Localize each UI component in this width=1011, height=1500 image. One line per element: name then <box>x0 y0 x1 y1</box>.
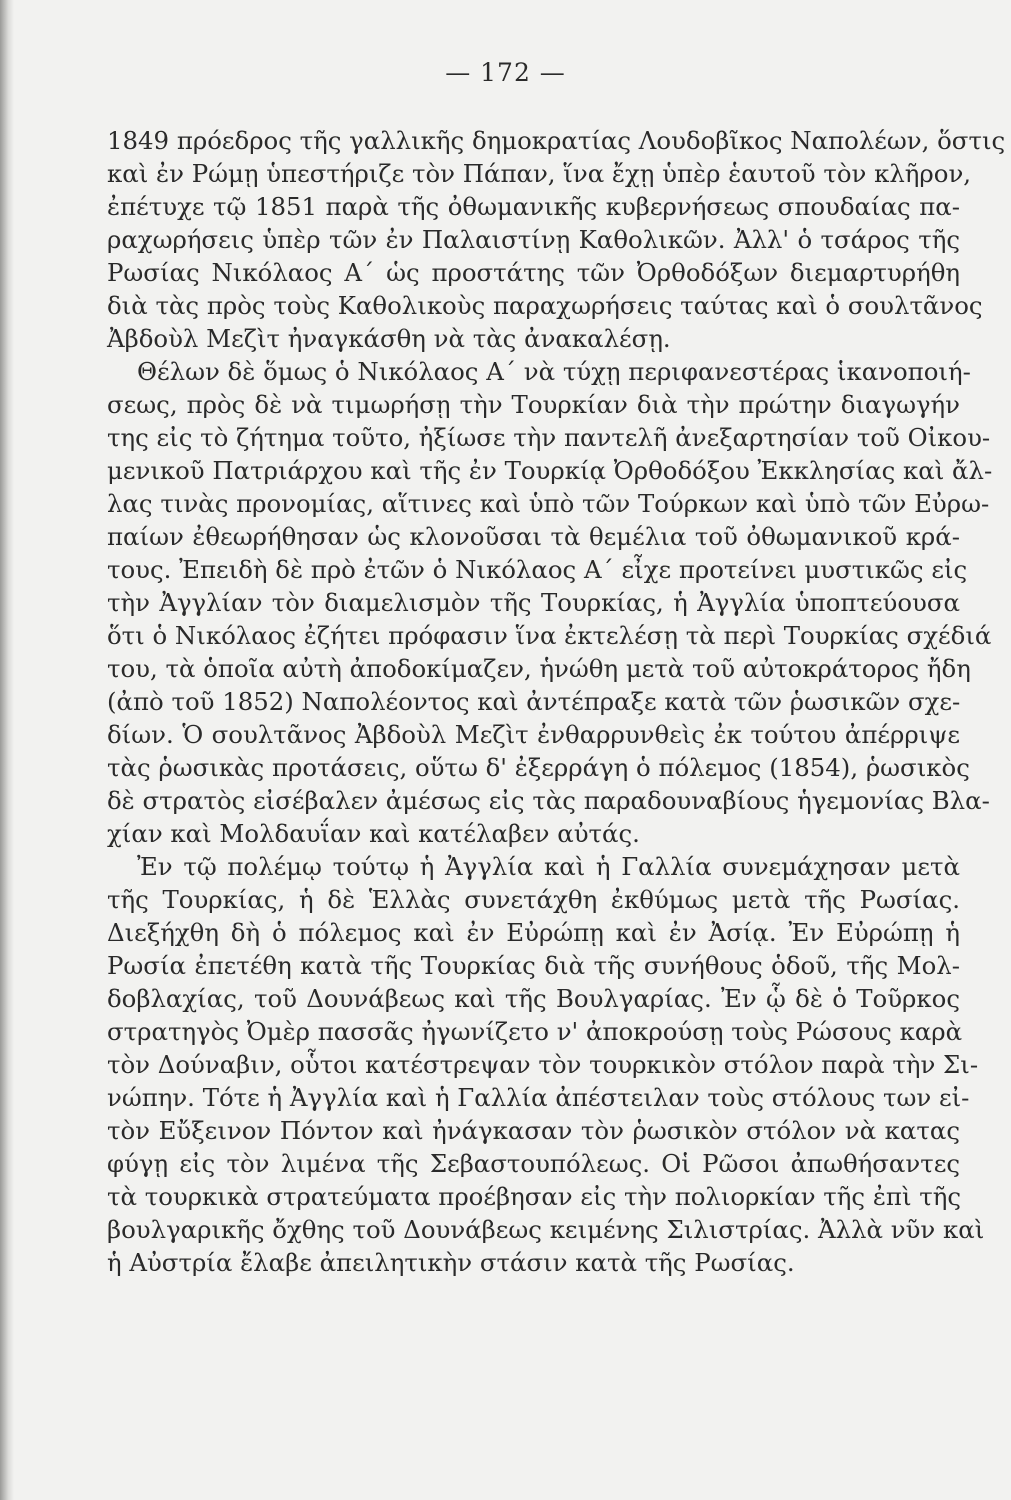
text-line: ἡ Αὐστρία ἔλαβε ἀπειλητικὴν στάσιν κατὰ τῆς Ρωσίας. <box>107 1248 795 1277</box>
text-line: του, τὰ ὁποῖα αὐτὴ ἀποδοκίμαζεν, ἡνώθη μετὰ τοῦ αὐτοκράτορος ἤδη <box>107 654 971 683</box>
text-line: ἐπέτυχε τῷ 1851 παρὰ τῆς ὀθωμανικῆς κυβερνήσεως σπουδαίας πα- <box>107 192 960 221</box>
text-line: μενικοῦ Πατριάρχου καὶ τῆς ἐν Τουρκίᾳ Ὀρθοδόξου Ἐκκλησίας καὶ ἄλ- <box>107 456 993 485</box>
page-binding-shadow <box>0 0 14 1500</box>
page-number: — 172 — <box>445 58 566 87</box>
text-line: φύγῃ εἰς τὸν λιμένα τῆς Σεβαστουπόλεως. Οἱ Ρῶσοι ἀπωθήσαντες <box>107 1149 960 1178</box>
text-line: Διεξήχθη δὴ ὁ πόλεμος καὶ ἐν Εὐρώπῃ καὶ ἐν Ἀσίᾳ. Ἐν Εὐρώπῃ ἡ <box>107 918 960 947</box>
text-line: χίαν καὶ Μολδαυΐαν καὶ κατέλαβεν αὐτάς. <box>107 819 640 848</box>
text-line: βουλγαρικῆς ὄχθης τοῦ Δουνάβεως κειμένης Σιλιστρίας. Ἀλλὰ νῦν καὶ <box>107 1215 985 1244</box>
text-line: 1849 πρόεδρος τῆς γαλλικῆς δημοκρατίας Λουδοβῖκος Ναπολέων, ὅστις <box>107 126 1006 155</box>
text-line: της εἰς τὸ ζήτημα τοῦτο, ἠξίωσε τὴν παντελῆ ἀνεξαρτησίαν τοῦ Οἰκου- <box>107 423 991 452</box>
text-line: σεως, πρὸς δὲ νὰ τιμωρήσῃ τὴν Τουρκίαν διὰ τὴν πρώτην διαγωγήν <box>107 390 960 419</box>
body-text <box>107 124 1006 1279</box>
text-line: δίων. Ὁ σουλτᾶνος Ἀβδοὺλ Μεζὶτ ἐνθαρρυνθεὶς ἐκ τούτου ἀπέρριψε <box>107 720 960 749</box>
text-line: καὶ ἐν Ρώμῃ ὑπεστήριζε τὸν Πάπαν, ἵνα ἔχῃ ὑπὲρ ἑαυτοῦ τὸν κλῆρον, <box>107 159 972 188</box>
text-line: τὴν Ἀγγλίαν τὸν διαμελισμὸν τῆς Τουρκίας, ἡ Ἀγγλία ὑποπτεύουσα <box>107 588 960 617</box>
text-line: δὲ στρατὸς εἰσέβαλεν ἀμέσως εἰς τὰς παραδουναβίους ἡγεμονίας Βλα- <box>107 786 990 815</box>
text-line: παίων ἐθεωρήθησαν ὡς κλονοῦσαι τὰ θεμέλια τοῦ ὀθωμανικοῦ κρά- <box>107 522 960 551</box>
text-line: τὸν Εὔξεινον Πόντον καὶ ἠνάγκασαν τὸν ῥωσικὸν στόλον νὰ κατας <box>107 1116 960 1145</box>
text-line: ραχωρήσεις ὑπὲρ τῶν ἐν Παλαιστίνῃ Καθολικῶν. Ἀλλ' ὁ τσάρος τῆς <box>107 225 960 254</box>
text-line: νώπην. Τότε ἡ Ἀγγλία καὶ ἡ Γαλλία ἀπέστειλαν τοὺς στόλους των εἰ- <box>107 1083 970 1112</box>
text-line: ὅτι ὁ Νικόλαος ἐζήτει πρόφασιν ἵνα ἐκτελέσῃ τὰ περὶ Τουρκίας σχέδιά <box>107 621 992 650</box>
text-line: Ἐν τῷ πολέμῳ τούτῳ ἡ Ἀγγλία καὶ ἡ Γαλλία συνεμάχησαν μετὰ <box>137 852 960 881</box>
text-line: τὰς ῥωσικὰς προτάσεις, οὕτω δ' ἐξερράγη ὁ πόλεμος (1854), ῥωσικὸς <box>107 753 970 782</box>
text-line: τὸν Δούναβιν, οὗτοι κατέστρεψαν τὸν τουρκικὸν στόλον παρὰ τὴν Σι- <box>107 1050 979 1079</box>
text-line: Ρωσίας Νικόλαος Α΄ ὡς προστάτης τῶν Ὀρθοδόξων διεμαρτυρήθη <box>107 258 960 287</box>
text-line: δοβλαχίας, τοῦ Δουνάβεως καὶ τῆς Βουλγαρίας. Ἐν ᾧ δὲ ὁ Τοῦρκος <box>107 984 960 1013</box>
text-line: (ἀπὸ τοῦ 1852) Ναπολέοντος καὶ ἀντέπραξε κατὰ τῶν ῥωσικῶν σχε- <box>107 687 961 716</box>
text-line: τους. Ἐπειδὴ δὲ πρὸ ἐτῶν ὁ Νικόλαος Α΄ εἶχε προτείνει μυστικῶς εἰς <box>107 555 968 584</box>
text-line: τὰ τουρκικὰ στρατεύματα προέβησαν εἰς τὴν πολιορκίαν τῆς ἐπὶ τῆς <box>107 1182 962 1211</box>
text-line: τῆς Τουρκίας, ἡ δὲ Ἑλλὰς συνετάχθη ἐκθύμως μετὰ τῆς Ρωσίας. <box>107 885 960 914</box>
text-line: Θέλων δὲ ὅμως ὁ Νικόλαος Α΄ νὰ τύχῃ περιφανεστέρας ἱκανοποιή- <box>137 357 971 386</box>
text-line: λας τινὰς προνομίας, αἵτινες καὶ ὑπὸ τῶν Τούρκων καὶ ὑπὸ τῶν Εὐρω- <box>107 489 990 518</box>
text-line: Ρωσία ἐπετέθη κατὰ τῆς Τουρκίας διὰ τῆς συνήθους ὁδοῦ, τῆς Μολ- <box>107 951 960 980</box>
text-line: διὰ τὰς πρὸς τοὺς Καθολικοὺς παραχωρήσεις ταύτας καὶ ὁ σουλτᾶνος <box>107 291 983 320</box>
text-line: Ἀβδοὺλ Μεζὶτ ἠναγκάσθη νὰ τὰς ἀνακαλέσῃ. <box>107 324 671 353</box>
text-line: στρατηγὸς Ὀμὲρ πασσᾶς ἠγωνίζετο ν' ἀποκρούσῃ τοὺς Ρώσους καρὰ <box>107 1017 963 1046</box>
